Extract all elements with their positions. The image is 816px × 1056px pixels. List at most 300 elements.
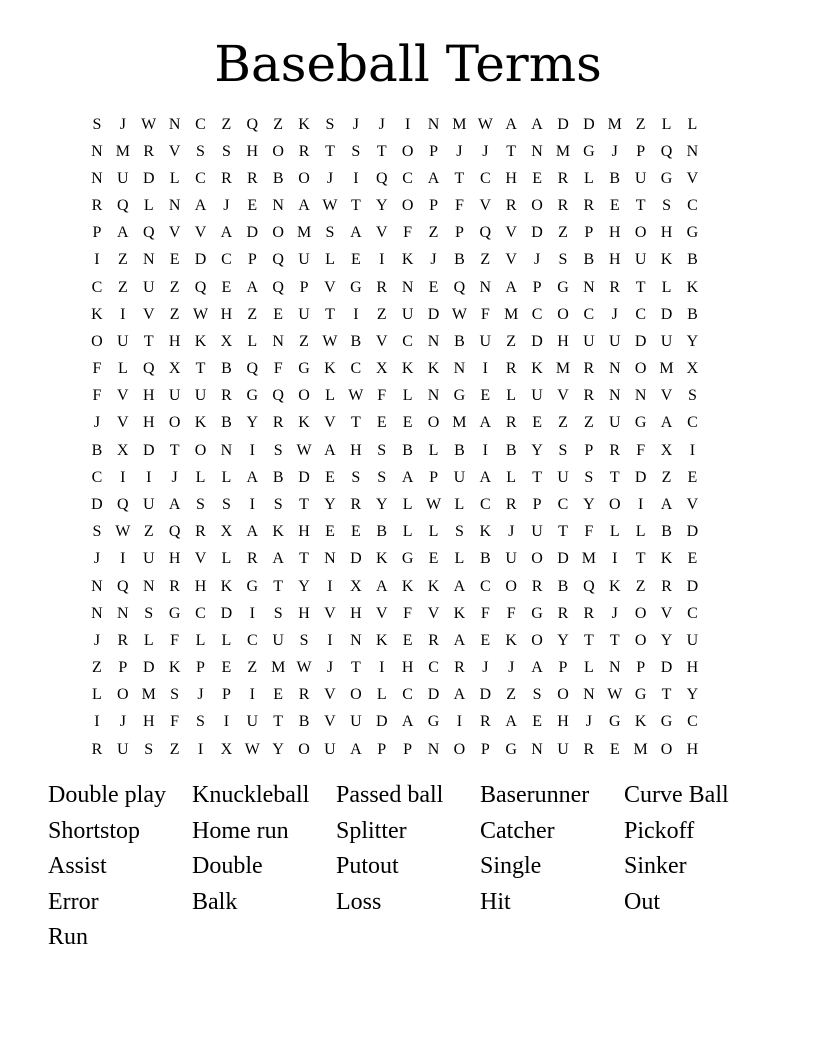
grid-letter[interactable]: K bbox=[298, 414, 310, 432]
grid-letter[interactable]: B bbox=[298, 713, 310, 731]
grid-letter[interactable]: S bbox=[351, 468, 361, 486]
grid-letter[interactable]: E bbox=[428, 550, 439, 568]
grid-letter[interactable]: B bbox=[661, 523, 672, 541]
grid-letter[interactable]: J bbox=[171, 468, 178, 486]
grid-letter[interactable]: M bbox=[296, 224, 312, 242]
grid-letter[interactable]: O bbox=[117, 686, 129, 704]
grid-letter[interactable]: O bbox=[531, 631, 543, 649]
grid-letter[interactable]: E bbox=[532, 169, 542, 187]
grid-letter[interactable]: D bbox=[142, 659, 155, 677]
grid-letter[interactable]: X bbox=[686, 360, 699, 378]
grid-letter[interactable]: C bbox=[402, 169, 413, 187]
grid-letter[interactable]: K bbox=[401, 577, 414, 595]
grid-letter[interactable]: L bbox=[325, 387, 335, 405]
grid-letter[interactable]: P bbox=[454, 224, 464, 242]
grid-letter[interactable]: D bbox=[246, 224, 259, 242]
grid-letter[interactable]: C bbox=[583, 305, 595, 323]
grid-letter[interactable]: K bbox=[531, 360, 543, 378]
grid-letter[interactable]: K bbox=[660, 251, 673, 269]
grid-letter[interactable]: C bbox=[479, 169, 491, 187]
grid-letter[interactable]: H bbox=[608, 224, 621, 242]
grid-letter[interactable]: I bbox=[249, 495, 255, 513]
grid-letter[interactable]: H bbox=[298, 604, 310, 622]
grid-letter[interactable]: Y bbox=[246, 414, 259, 432]
grid-letter[interactable]: E bbox=[247, 197, 258, 215]
grid-letter[interactable]: U bbox=[117, 740, 129, 758]
grid-letter[interactable]: F bbox=[636, 441, 646, 459]
grid-letter[interactable]: B bbox=[221, 360, 232, 378]
grid-letter[interactable]: I bbox=[689, 441, 696, 459]
grid-letter[interactable]: G bbox=[246, 577, 259, 595]
grid-letter[interactable]: K bbox=[479, 523, 492, 541]
grid-letter[interactable]: Q bbox=[117, 495, 129, 513]
grid-letter[interactable]: K bbox=[505, 631, 517, 649]
grid-letter[interactable]: L bbox=[402, 387, 413, 405]
grid-letter[interactable]: R bbox=[350, 495, 362, 513]
grid-letter[interactable]: J bbox=[482, 142, 489, 160]
grid-letter[interactable]: E bbox=[687, 550, 698, 568]
grid-letter[interactable]: G bbox=[298, 360, 310, 378]
grid-letter[interactable]: T bbox=[532, 468, 542, 486]
grid-letter[interactable]: E bbox=[609, 197, 620, 215]
grid-letter[interactable]: C bbox=[350, 360, 362, 378]
grid-letter[interactable]: R bbox=[583, 740, 595, 758]
grid-letter[interactable]: O bbox=[272, 224, 284, 242]
grid-letter[interactable]: N bbox=[531, 142, 543, 160]
grid-letter[interactable]: R bbox=[298, 142, 310, 160]
grid-letter[interactable]: N bbox=[634, 387, 647, 405]
grid-letter[interactable]: Z bbox=[221, 115, 232, 133]
grid-letter[interactable]: H bbox=[557, 713, 569, 731]
grid-letter[interactable]: P bbox=[532, 278, 542, 296]
grid-letter[interactable]: O bbox=[453, 740, 466, 758]
grid-letter[interactable]: J bbox=[585, 713, 592, 731]
grid-letter[interactable]: C bbox=[402, 686, 413, 704]
grid-letter[interactable]: O bbox=[660, 740, 673, 758]
grid-letter[interactable]: A bbox=[324, 441, 336, 459]
grid-letter[interactable]: O bbox=[531, 197, 543, 215]
grid-letter[interactable]: B bbox=[557, 577, 569, 595]
grid-letter[interactable]: B bbox=[402, 441, 413, 459]
grid-letter[interactable]: T bbox=[635, 197, 646, 215]
grid-letter[interactable]: N bbox=[583, 686, 595, 704]
grid-letter[interactable]: B bbox=[272, 468, 284, 486]
grid-letter[interactable]: J bbox=[197, 686, 204, 704]
grid-letter[interactable]: Y bbox=[686, 686, 699, 704]
grid-letter[interactable]: P bbox=[429, 197, 438, 215]
grid-letter[interactable]: T bbox=[506, 142, 517, 160]
grid-letter[interactable]: J bbox=[119, 115, 126, 133]
grid-letter[interactable]: D bbox=[375, 713, 388, 731]
grid-letter[interactable]: L bbox=[221, 631, 232, 649]
grid-letter[interactable]: C bbox=[428, 659, 439, 677]
grid-letter[interactable]: Q bbox=[246, 360, 259, 378]
grid-letter[interactable]: R bbox=[583, 197, 595, 215]
grid-letter[interactable]: A bbox=[194, 197, 207, 215]
grid-letter[interactable]: L bbox=[428, 441, 439, 459]
grid-letter[interactable]: S bbox=[196, 142, 205, 160]
grid-letter[interactable]: X bbox=[350, 577, 362, 595]
grid-letter[interactable]: R bbox=[298, 686, 310, 704]
grid-letter[interactable]: A bbox=[479, 414, 492, 432]
grid-letter[interactable]: I bbox=[327, 631, 333, 649]
grid-letter[interactable]: A bbox=[505, 713, 517, 731]
grid-letter[interactable]: U bbox=[479, 332, 492, 350]
grid-letter[interactable]: R bbox=[143, 142, 155, 160]
grid-letter[interactable]: H bbox=[505, 169, 517, 187]
grid-letter[interactable]: B bbox=[350, 332, 362, 350]
grid-letter[interactable]: L bbox=[169, 169, 180, 187]
grid-letter[interactable]: G bbox=[453, 387, 466, 405]
grid-letter[interactable]: O bbox=[634, 360, 647, 378]
grid-letter[interactable]: L bbox=[195, 631, 206, 649]
grid-letter[interactable]: S bbox=[454, 523, 464, 541]
grid-letter[interactable]: V bbox=[557, 387, 569, 405]
grid-letter[interactable]: M bbox=[452, 115, 467, 133]
grid-letter[interactable]: O bbox=[557, 686, 569, 704]
grid-letter[interactable]: U bbox=[660, 332, 673, 350]
grid-letter[interactable]: U bbox=[557, 468, 569, 486]
grid-letter[interactable]: W bbox=[115, 523, 131, 541]
grid-letter[interactable]: Z bbox=[169, 740, 180, 758]
grid-letter[interactable]: N bbox=[168, 115, 181, 133]
grid-letter[interactable]: R bbox=[583, 387, 595, 405]
grid-letter[interactable]: M bbox=[452, 414, 467, 432]
grid-letter[interactable]: O bbox=[194, 441, 207, 459]
grid-letter[interactable]: F bbox=[584, 523, 594, 541]
grid-letter[interactable]: R bbox=[505, 360, 517, 378]
grid-letter[interactable]: T bbox=[273, 577, 284, 595]
grid-letter[interactable]: Q bbox=[272, 387, 284, 405]
grid-letter[interactable]: T bbox=[350, 197, 361, 215]
grid-letter[interactable]: H bbox=[142, 713, 155, 731]
grid-letter[interactable]: O bbox=[350, 686, 362, 704]
grid-letter[interactable]: M bbox=[633, 740, 648, 758]
grid-letter[interactable]: J bbox=[326, 659, 334, 677]
grid-letter[interactable]: V bbox=[194, 224, 207, 242]
grid-letter[interactable]: Z bbox=[558, 224, 568, 242]
grid-letter[interactable]: V bbox=[479, 197, 492, 215]
grid-letter[interactable]: Q bbox=[117, 577, 129, 595]
grid-letter[interactable]: T bbox=[609, 468, 620, 486]
grid-letter[interactable]: R bbox=[505, 197, 517, 215]
grid-letter[interactable]: A bbox=[505, 278, 517, 296]
grid-letter[interactable]: K bbox=[298, 115, 310, 133]
grid-letter[interactable]: B bbox=[687, 305, 698, 323]
grid-letter[interactable]: V bbox=[660, 387, 673, 405]
grid-letter[interactable]: O bbox=[91, 332, 103, 350]
grid-letter[interactable]: I bbox=[223, 713, 230, 731]
grid-letter[interactable]: T bbox=[350, 414, 361, 432]
grid-letter[interactable]: V bbox=[324, 686, 336, 704]
grid-letter[interactable]: Z bbox=[376, 305, 387, 323]
grid-letter[interactable]: L bbox=[454, 550, 465, 568]
grid-letter[interactable]: W bbox=[348, 387, 364, 405]
grid-letter[interactable]: Y bbox=[375, 197, 388, 215]
grid-letter[interactable]: N bbox=[453, 360, 466, 378]
grid-letter[interactable]: K bbox=[220, 577, 233, 595]
grid-letter[interactable]: N bbox=[272, 197, 284, 215]
grid-letter[interactable]: D bbox=[686, 523, 699, 541]
grid-letter[interactable]: R bbox=[169, 577, 180, 595]
grid-letter[interactable]: C bbox=[195, 169, 206, 187]
grid-letter[interactable]: F bbox=[403, 604, 413, 622]
grid-letter[interactable]: G bbox=[634, 686, 647, 704]
grid-letter[interactable]: A bbox=[453, 686, 466, 704]
grid-letter[interactable]: H bbox=[350, 604, 362, 622]
grid-letter[interactable]: T bbox=[558, 523, 568, 541]
grid-letter[interactable]: A bbox=[117, 224, 129, 242]
grid-letter[interactable]: H bbox=[194, 577, 207, 595]
grid-letter[interactable]: V bbox=[505, 224, 517, 242]
grid-letter[interactable]: U bbox=[324, 740, 336, 758]
grid-letter[interactable]: Q bbox=[583, 577, 595, 595]
grid-letter[interactable]: R bbox=[557, 197, 569, 215]
grid-letter[interactable]: B bbox=[91, 441, 103, 459]
grid-letter[interactable]: Y bbox=[531, 441, 543, 459]
grid-letter[interactable]: N bbox=[324, 550, 336, 568]
grid-letter[interactable]: H bbox=[246, 142, 259, 160]
grid-letter[interactable]: O bbox=[634, 604, 647, 622]
grid-letter[interactable]: R bbox=[376, 278, 388, 296]
grid-letter[interactable]: K bbox=[375, 631, 388, 649]
grid-letter[interactable]: N bbox=[220, 441, 233, 459]
grid-letter[interactable]: R bbox=[428, 631, 439, 649]
grid-letter[interactable]: J bbox=[93, 631, 101, 649]
grid-letter[interactable]: R bbox=[609, 441, 621, 459]
grid-letter[interactable]: K bbox=[272, 523, 284, 541]
grid-letter[interactable]: N bbox=[142, 251, 155, 269]
grid-letter[interactable]: E bbox=[325, 468, 335, 486]
grid-letter[interactable]: J bbox=[611, 142, 618, 160]
grid-letter[interactable]: C bbox=[195, 115, 206, 133]
grid-letter[interactable]: I bbox=[612, 550, 618, 568]
grid-letter[interactable]: O bbox=[401, 197, 414, 215]
grid-letter[interactable]: B bbox=[479, 550, 491, 568]
grid-letter[interactable]: P bbox=[377, 740, 387, 758]
grid-letter[interactable]: K bbox=[401, 251, 414, 269]
grid-letter[interactable]: K bbox=[194, 414, 207, 432]
grid-letter[interactable]: I bbox=[249, 441, 255, 459]
grid-letter[interactable]: X bbox=[220, 523, 233, 541]
grid-letter[interactable]: E bbox=[273, 305, 284, 323]
grid-letter[interactable]: L bbox=[143, 197, 154, 215]
grid-letter[interactable]: M bbox=[581, 550, 596, 568]
grid-letter[interactable]: C bbox=[635, 305, 646, 323]
grid-letter[interactable]: B bbox=[454, 332, 465, 350]
grid-letter[interactable]: U bbox=[246, 713, 259, 731]
grid-letter[interactable]: J bbox=[508, 659, 515, 677]
grid-letter[interactable]: C bbox=[91, 468, 103, 486]
grid-letter[interactable]: T bbox=[299, 550, 309, 568]
grid-letter[interactable]: C bbox=[557, 495, 569, 513]
grid-letter[interactable]: Z bbox=[117, 278, 128, 296]
grid-letter[interactable]: V bbox=[686, 495, 699, 513]
grid-letter[interactable]: N bbox=[608, 360, 621, 378]
grid-letter[interactable]: D bbox=[686, 577, 699, 595]
grid-letter[interactable]: U bbox=[686, 631, 699, 649]
grid-letter[interactable]: B bbox=[272, 169, 284, 187]
grid-letter[interactable]: G bbox=[401, 550, 414, 568]
grid-letter[interactable]: T bbox=[143, 332, 154, 350]
grid-letter[interactable]: S bbox=[377, 468, 387, 486]
grid-letter[interactable]: V bbox=[375, 332, 388, 350]
grid-letter[interactable]: A bbox=[298, 197, 310, 215]
grid-letter[interactable]: T bbox=[661, 686, 672, 704]
grid-letter[interactable]: L bbox=[92, 686, 102, 704]
grid-letter[interactable]: J bbox=[533, 251, 541, 269]
grid-letter[interactable]: I bbox=[379, 251, 385, 269]
grid-letter[interactable]: Y bbox=[298, 577, 310, 595]
grid-letter[interactable]: Q bbox=[117, 197, 129, 215]
grid-letter[interactable]: Z bbox=[273, 115, 284, 133]
grid-letter[interactable]: N bbox=[350, 631, 362, 649]
grid-letter[interactable]: E bbox=[402, 414, 413, 432]
grid-letter[interactable]: B bbox=[454, 251, 465, 269]
grid-letter[interactable]: I bbox=[146, 468, 152, 486]
grid-letter[interactable]: U bbox=[168, 387, 181, 405]
grid-letter[interactable]: S bbox=[558, 441, 568, 459]
grid-letter[interactable]: Z bbox=[92, 659, 102, 677]
grid-letter[interactable]: J bbox=[611, 604, 618, 622]
grid-letter[interactable]: T bbox=[273, 713, 284, 731]
grid-letter[interactable]: M bbox=[555, 360, 571, 378]
grid-letter[interactable]: I bbox=[637, 495, 644, 513]
grid-letter[interactable]: H bbox=[608, 251, 621, 269]
grid-letter[interactable]: J bbox=[326, 169, 334, 187]
grid-letter[interactable]: L bbox=[661, 115, 672, 133]
grid-letter[interactable]: D bbox=[142, 169, 155, 187]
grid-letter[interactable]: T bbox=[583, 631, 594, 649]
grid-letter[interactable]: V bbox=[375, 604, 388, 622]
grid-letter[interactable]: Q bbox=[272, 278, 284, 296]
grid-letter[interactable]: Z bbox=[169, 278, 180, 296]
grid-letter[interactable]: D bbox=[479, 686, 492, 704]
grid-letter[interactable]: K bbox=[168, 659, 181, 677]
grid-letter[interactable]: N bbox=[608, 659, 621, 677]
grid-letter[interactable]: E bbox=[480, 387, 491, 405]
grid-letter[interactable]: O bbox=[634, 631, 647, 649]
grid-letter[interactable]: A bbox=[453, 577, 466, 595]
grid-letter[interactable]: U bbox=[583, 332, 595, 350]
grid-letter[interactable]: W bbox=[477, 115, 493, 133]
grid-letter[interactable]: Z bbox=[247, 659, 258, 677]
grid-letter[interactable]: Q bbox=[246, 115, 259, 133]
grid-letter[interactable]: T bbox=[350, 659, 361, 677]
grid-letter[interactable]: F bbox=[403, 224, 413, 242]
grid-letter[interactable]: N bbox=[401, 278, 414, 296]
grid-letter[interactable]: A bbox=[453, 631, 466, 649]
grid-letter[interactable]: G bbox=[350, 278, 362, 296]
grid-letter[interactable]: L bbox=[221, 468, 232, 486]
grid-letter[interactable]: S bbox=[377, 441, 387, 459]
grid-letter[interactable]: X bbox=[660, 441, 673, 459]
grid-letter[interactable]: E bbox=[376, 414, 387, 432]
grid-letter[interactable]: R bbox=[661, 577, 672, 595]
grid-letter[interactable]: C bbox=[221, 251, 232, 269]
grid-letter[interactable]: D bbox=[91, 495, 103, 513]
grid-letter[interactable]: N bbox=[427, 115, 440, 133]
grid-letter[interactable]: N bbox=[608, 387, 621, 405]
grid-letter[interactable]: U bbox=[634, 169, 647, 187]
grid-letter[interactable]: T bbox=[195, 360, 206, 378]
grid-letter[interactable]: R bbox=[609, 278, 621, 296]
grid-letter[interactable]: T bbox=[325, 142, 335, 160]
grid-letter[interactable]: U bbox=[453, 468, 466, 486]
grid-letter[interactable]: E bbox=[532, 414, 542, 432]
grid-letter[interactable]: C bbox=[91, 278, 103, 296]
grid-letter[interactable]: K bbox=[634, 713, 647, 731]
grid-letter[interactable]: G bbox=[557, 278, 569, 296]
grid-letter[interactable]: A bbox=[375, 577, 388, 595]
grid-letter[interactable]: F bbox=[92, 360, 102, 378]
grid-letter[interactable]: N bbox=[479, 278, 492, 296]
grid-letter[interactable]: A bbox=[531, 659, 543, 677]
grid-letter[interactable]: V bbox=[375, 224, 388, 242]
grid-letter[interactable]: G bbox=[634, 414, 647, 432]
grid-letter[interactable]: F bbox=[506, 604, 516, 622]
grid-letter[interactable]: W bbox=[192, 305, 209, 323]
grid-letter[interactable]: S bbox=[221, 495, 231, 513]
grid-letter[interactable]: P bbox=[636, 142, 646, 160]
grid-letter[interactable]: O bbox=[557, 305, 569, 323]
grid-letter[interactable]: J bbox=[352, 115, 359, 133]
grid-letter[interactable]: E bbox=[480, 631, 491, 649]
grid-letter[interactable]: L bbox=[143, 631, 154, 649]
grid-letter[interactable]: S bbox=[558, 251, 568, 269]
grid-letter[interactable]: I bbox=[482, 360, 488, 378]
grid-letter[interactable]: R bbox=[272, 414, 284, 432]
grid-letter[interactable]: H bbox=[401, 659, 414, 677]
grid-letter[interactable]: P bbox=[480, 740, 490, 758]
grid-letter[interactable]: S bbox=[196, 713, 205, 731]
grid-letter[interactable]: N bbox=[686, 142, 699, 160]
grid-letter[interactable]: V bbox=[505, 251, 517, 269]
grid-letter[interactable]: R bbox=[221, 387, 232, 405]
grid-letter[interactable]: Q bbox=[660, 142, 673, 160]
grid-letter[interactable]: J bbox=[93, 414, 101, 432]
grid-letter[interactable]: S bbox=[221, 142, 231, 160]
grid-letter[interactable]: H bbox=[168, 550, 181, 568]
grid-letter[interactable]: A bbox=[505, 115, 517, 133]
grid-letter[interactable]: B bbox=[454, 441, 465, 459]
grid-letter[interactable]: G bbox=[686, 224, 699, 242]
grid-letter[interactable]: B bbox=[376, 523, 388, 541]
grid-letter[interactable]: C bbox=[687, 713, 698, 731]
grid-letter[interactable]: E bbox=[325, 523, 335, 541]
grid-letter[interactable]: D bbox=[531, 332, 543, 350]
grid-letter[interactable]: C bbox=[687, 604, 698, 622]
grid-letter[interactable]: P bbox=[299, 278, 309, 296]
grid-letter[interactable]: P bbox=[429, 142, 438, 160]
grid-letter[interactable]: V bbox=[324, 414, 336, 432]
grid-letter[interactable]: I bbox=[482, 441, 488, 459]
grid-letter[interactable]: Y bbox=[272, 740, 284, 758]
grid-letter[interactable]: F bbox=[170, 713, 180, 731]
grid-letter[interactable]: M bbox=[659, 360, 674, 378]
grid-letter[interactable]: H bbox=[350, 441, 362, 459]
grid-letter[interactable]: U bbox=[194, 387, 207, 405]
grid-letter[interactable]: Z bbox=[506, 686, 517, 704]
grid-letter[interactable]: I bbox=[404, 115, 411, 133]
grid-letter[interactable]: U bbox=[117, 332, 129, 350]
grid-letter[interactable]: A bbox=[401, 468, 414, 486]
grid-letter[interactable]: R bbox=[479, 713, 491, 731]
grid-letter[interactable]: L bbox=[506, 387, 517, 405]
grid-letter[interactable]: D bbox=[350, 550, 362, 568]
grid-letter[interactable]: U bbox=[117, 169, 129, 187]
grid-letter[interactable]: D bbox=[583, 115, 595, 133]
